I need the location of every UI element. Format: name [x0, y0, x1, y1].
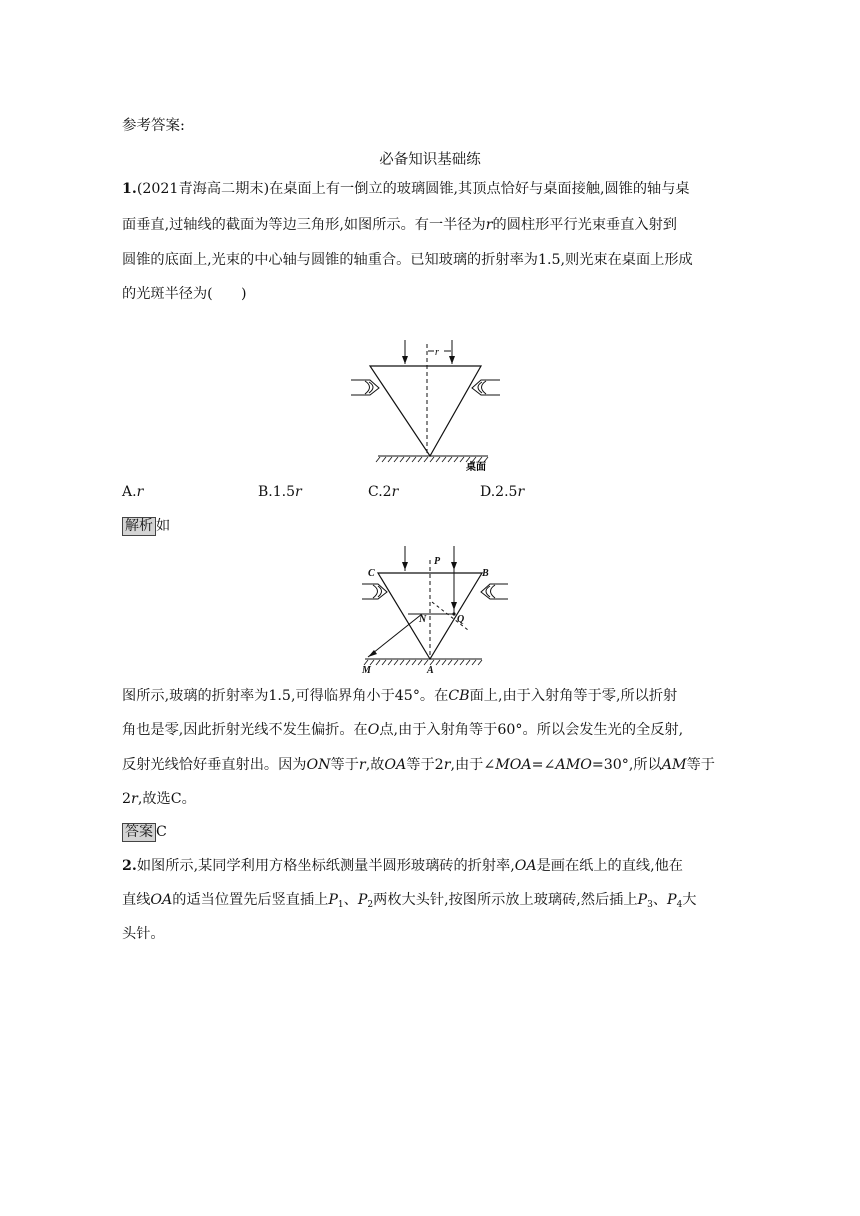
- analysis-line-1: 图所示,玻璃的折射率为1.5,可得临界角小于45°。在CB面上,由于入射角等于零,所以折射: [122, 688, 678, 704]
- section-title: 必备知识基础练: [379, 152, 481, 168]
- q2-number: 2.: [122, 858, 137, 874]
- figure-2-label-n: N: [419, 614, 427, 625]
- q2-line-1: 2.如图所示,某同学利用方格坐标纸测量半圆形玻璃砖的折射率,OA是画在纸上的直线,他在: [122, 858, 683, 874]
- figure-2-label-q: Q: [457, 614, 465, 625]
- figure-2-label-b: B: [482, 568, 489, 579]
- analysis-tag: 解析: [122, 517, 156, 536]
- figure-2-label-p: P: [434, 556, 441, 567]
- analysis-line-2: 角也是零,因此折射光线不发生偏折。在O点,由于入射角等于60°。所以会发生光的全反射,: [122, 722, 684, 738]
- figure-2-ray-diagram: [360, 544, 510, 678]
- option-b: B.1.5r: [258, 484, 302, 500]
- q1-line-1: 1.(2021青海高二期末)在桌面上有一倒立的玻璃圆锥,其顶点恰好与桌面接触,圆锥的轴与桌: [122, 181, 690, 197]
- figure-2-label-a: A: [427, 665, 434, 676]
- option-d: D.2.5r: [480, 484, 525, 500]
- analysis-line-3: 反射光线恰好垂直射出。因为ON等于r,故OA等于2r,由于∠MOA=∠AMO=30°,所以AM等于: [122, 757, 715, 773]
- q1-line-2: 面垂直,过轴线的截面为等边三角形,如图所示。有一半径为r的圆柱形平行光束垂直入射到: [122, 217, 677, 233]
- figure-2-label-c: C: [368, 568, 375, 579]
- q1-line-3: 圆锥的底面上,光束的中心轴与圆锥的轴重合。已知玻璃的折射率为1.5,则光束在桌面上形成: [122, 252, 693, 268]
- answer-reference-heading: 参考答案:: [122, 118, 185, 134]
- q1-number: 1.: [122, 181, 137, 197]
- figure-1-table-label: 桌面: [466, 462, 486, 473]
- q2-line-2: 直线OA的适当位置先后竖直插上$P_1$、$P_2$两枚大头针,按图所示放上玻璃砖,然后插上$P_3$、$P_4$大: [122, 892, 697, 910]
- analysis-heading: 解析 如: [122, 516, 170, 536]
- q2-line-3: 头针。: [122, 926, 165, 942]
- q1-line-4: 的光斑半径为( ): [122, 286, 247, 302]
- option-c: C.2r: [368, 484, 399, 500]
- answer-tag: 答案: [122, 823, 156, 842]
- figure-1-r-label: r: [435, 347, 439, 358]
- analysis-line-4: 2r,故选C。: [122, 791, 196, 807]
- answer-line: [122, 822, 167, 842]
- figure-1-cone-diagram: [348, 336, 508, 474]
- answer-value: C: [156, 824, 167, 840]
- option-a: A.r: [122, 484, 144, 500]
- figure-2-label-m: M: [362, 665, 371, 676]
